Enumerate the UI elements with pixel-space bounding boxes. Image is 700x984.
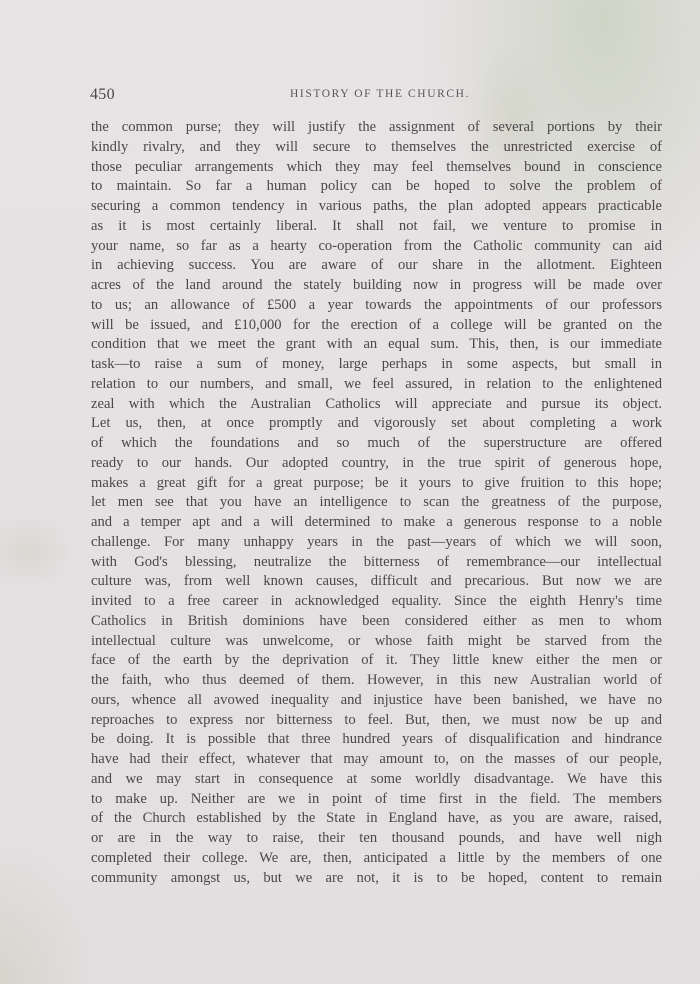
text-line: Catholics in British dominions have been considered either as men to whom	[91, 612, 662, 629]
text-line: reproaches to express nor bitterness to feel. But, then, we must now be up and	[91, 711, 662, 728]
text-line: face of the earth by the deprivation of it. They little knew either the men or	[91, 652, 662, 669]
text-line: the faith, who thus deemed of them. However, in this new Australian world of	[91, 672, 662, 688]
text-line: to make up. Neither are we in point of time first in the field. The members	[91, 790, 662, 807]
text-line: of which the foundations and so much of the superstructure are offered	[91, 435, 662, 451]
text-line: or are in the way to raise, their ten thousand pounds, and have well nigh	[91, 830, 662, 846]
text-line: kindly rivalry, and they will secure to themselves the unrestricted exercise of	[91, 138, 662, 155]
text-line: makes a great gift for a great purpose; be it yours to give fruition to this hope;	[91, 474, 662, 491]
text-line: invited to a free career in acknowledged equality. Since the eighth Henry's time	[91, 593, 662, 609]
text-line: ours, whence all avowed inequality and injustice have been banished, we have no	[91, 691, 662, 708]
text-line: to us; an allowance of £500 a year towards the appointments of our professors	[91, 296, 662, 313]
text-line: and a temper apt and a will determined to make a generous response to a noble	[91, 514, 662, 530]
text-line: will be issued, and £10,000 for the erection of a college will be granted on the	[91, 316, 662, 333]
text-line: acres of the land around the stately building now in progress will be made over	[91, 277, 662, 293]
text-line: completed their college. We are, then, anticipated a little by the members of one	[91, 849, 662, 866]
running-title: HISTORY OF THE CHURCH.	[290, 88, 471, 100]
running-head	[90, 86, 664, 106]
text-line: ready to our hands. Our adopted country, in the true spirit of generous hope,	[91, 454, 662, 471]
text-line: intellectual culture was unwelcome, or whose faith might be starved from the	[91, 632, 662, 649]
page-number: 450	[90, 86, 115, 103]
text-line: condition that we meet the grant with an equal sum. This, then, is our immediate	[91, 336, 662, 353]
text-line: culture was, from well known causes, difficult and precarious. But now we are	[91, 573, 662, 590]
text-line: as it is most certainly liberal. It shall not fail, we venture to promise in	[91, 217, 662, 234]
text-line: those peculiar arrangements which they may feel themselves bound in conscience	[91, 158, 662, 175]
text-line: your name, so far as a hearty co-operation from the Catholic community can aid	[91, 237, 662, 254]
text-line: to maintain. So far a human policy can be hoped to solve the problem of	[91, 178, 662, 195]
text-line: Let us, then, at once promptly and vigorously set about completing a work	[91, 415, 662, 432]
text-line: with God's blessing, neutralize the bitterness of remembrance—our intellectual	[91, 553, 662, 570]
text-line: zeal with which the Australian Catholics will appreciate and pursue its object.	[91, 395, 662, 412]
text-line: in achieving success. You are aware of our share in the allotment. Eighteen	[91, 257, 662, 274]
text-line: and we may start in consequence at some worldly disadvantage. We have this	[91, 770, 662, 787]
text-line: challenge. For many unhappy years in the past—years of which we will soon,	[91, 533, 662, 550]
text-line: have had their effect, whatever that may amount to, on the masses of our people,	[91, 751, 662, 767]
body-text	[91, 118, 662, 888]
text-line: the common purse; they will justify the assignment of several portions by their	[91, 119, 662, 135]
text-line: relation to our numbers, and small, we feel assured, in relation to the enlightened	[91, 375, 662, 392]
text-line: be doing. It is possible that three hundred years of disqualification and hindrance	[91, 731, 662, 748]
text-line: task—to raise a sum of money, large perhaps in some aspects, but small in	[91, 356, 662, 372]
text-line: community amongst us, but we are not, it is to be hoped, content to remain	[91, 869, 662, 886]
text-line: securing a common tendency in various paths, the plan adopted appears practicable	[91, 198, 662, 214]
text-line: let men see that you have an intelligence to scan the greatness of the purpose,	[91, 494, 662, 511]
text-line: of the Church established by the State in England have, as you are aware, raised,	[91, 810, 662, 827]
